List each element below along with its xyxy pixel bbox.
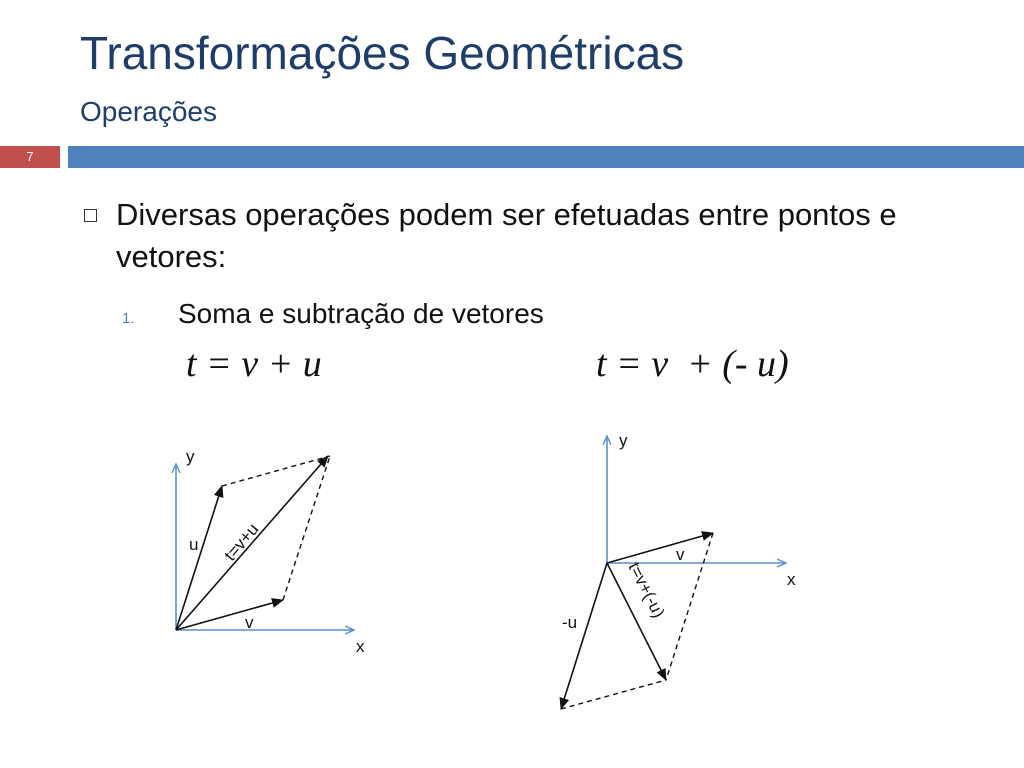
- left-t-label: t=v+u: [220, 519, 263, 565]
- sub-item-number: 1.: [122, 310, 135, 327]
- right-y-label: y: [619, 431, 628, 450]
- slide-title: Transformações Geométricas: [80, 27, 685, 79]
- left-diagram: [176, 447, 365, 656]
- left-vector-u: [176, 486, 222, 630]
- right-dashed-bottom: [561, 680, 666, 709]
- right-dashed-right: [666, 533, 713, 680]
- slide-number: 7: [26, 149, 34, 164]
- slide-subtitle: Operações: [80, 96, 217, 127]
- left-vector-v: [176, 600, 283, 630]
- right-v-label: v: [676, 545, 685, 564]
- right-x-label: x: [787, 570, 796, 589]
- equation-sum: t = v + u: [186, 343, 322, 385]
- left-y-label: y: [186, 447, 195, 466]
- right-vector-neg-u: [561, 563, 607, 709]
- left-dashed-right: [283, 456, 330, 600]
- left-u-label: u: [189, 535, 199, 554]
- bullet-text: Diversas operações podem ser efetuadas entre pontos e vetores:: [116, 197, 897, 274]
- right-diagram: [561, 431, 796, 709]
- right-t-label: t=v+(-u): [624, 559, 669, 621]
- right-neg-u-label: -u: [562, 613, 578, 632]
- sub-item-text: Soma e subtração de vetores: [178, 298, 544, 329]
- left-dashed-top: [222, 456, 330, 486]
- equation-difference: t = v + (- u): [596, 343, 789, 385]
- left-v-label: v: [245, 613, 254, 632]
- left-x-label: x: [356, 637, 365, 656]
- right-vector-v: [607, 533, 713, 563]
